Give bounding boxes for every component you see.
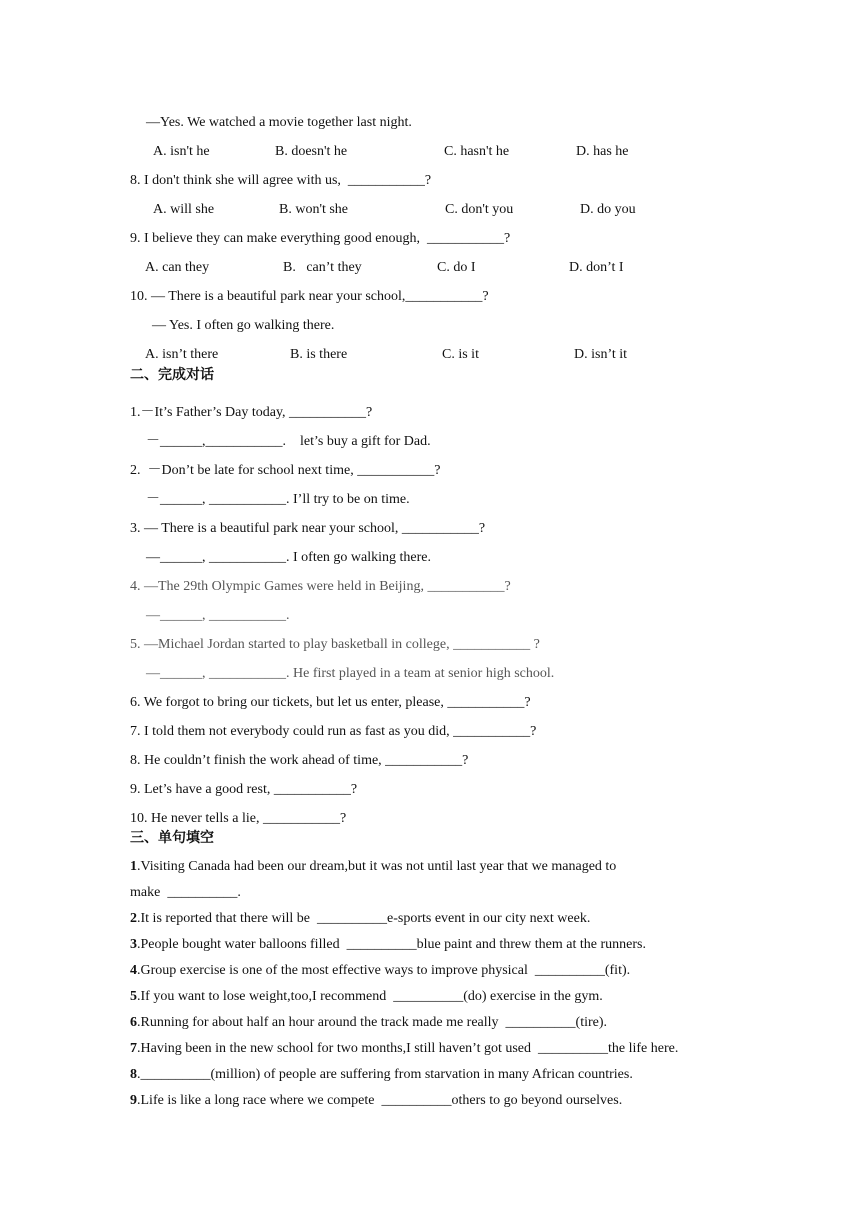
s2-line-1: 1.－It’s Father’s Day today, ___________? — [130, 405, 373, 420]
s2-line-7: 4. —The 29th Olympic Games were held in Beijing, ___________? — [130, 579, 511, 594]
s2-line-9: 5. —Michael Jordan started to play basketball in college, ___________ ? — [130, 637, 540, 652]
s2-line-13: 8. He couldn’t finish the work ahead of time, ___________? — [130, 753, 469, 768]
s2-line-3: 2. －Don’t be late for school next time, ___________? — [130, 463, 441, 478]
q9-option-a: A. can they — [145, 260, 210, 275]
q9-option-d: D. don’t I — [569, 260, 624, 275]
section3-heading: 三、单句填空 — [130, 830, 214, 846]
q10-reply: — Yes. I often go walking there. — [152, 318, 335, 333]
s3-item-5: 5.If you want to lose weight,too,I recommend __________(do) exercise in the gym. — [130, 989, 603, 1004]
s2-line-14: 9. Let’s have a good rest, ___________? — [130, 782, 358, 797]
q9-question: 9. I believe they can make everything good enough, ___________? — [130, 231, 511, 246]
s2-line-6: —______, ___________. I often go walking there. — [146, 550, 432, 565]
q7-option-a: A. isn't he — [153, 144, 210, 159]
q10-option-b: B. is there — [290, 347, 348, 362]
q8-option-c: C. don't you — [445, 202, 514, 217]
q8-option-a: A. will she — [153, 202, 215, 217]
q10-option-a: A. isn’t there — [145, 347, 219, 362]
s2-line-2: －______,___________. let’s buy a gift for Dad. — [146, 434, 431, 449]
s3-item-7: 7.Having been in the new school for two months,I still haven’t got used __________the life here. — [130, 1041, 679, 1056]
s3-item-8: 8.__________(million) of people are suffering from starvation in many African countries. — [130, 1067, 633, 1082]
s3-item-4: 4.Group exercise is one of the most effective ways to improve physical __________(fit). — [130, 963, 631, 978]
s2-line-15: 10. He never tells a lie, ___________? — [130, 811, 347, 826]
s2-line-8: —______, ___________. — [146, 608, 290, 623]
q10-question: 10. — There is a beautiful park near your school,___________? — [130, 289, 489, 304]
q10-option-d: D. isn’t it — [574, 347, 628, 362]
s3-item-1-cont: make __________. — [130, 885, 241, 900]
s3-item-6: 6.Running for about half an hour around the track made me really __________(tire). — [130, 1015, 608, 1030]
s2-line-5: 3. — There is a beautiful park near your school, ___________? — [130, 521, 486, 536]
s2-line-12: 7. I told them not everybody could run as fast as you did, ___________? — [130, 724, 537, 739]
s2-line-11: 6. We forgot to bring our tickets, but let us enter, please, ___________? — [130, 695, 531, 710]
q9-option-c: C. do I — [437, 260, 476, 275]
s3-item-9: 9.Life is like a long race where we compete __________others to go beyond ourselves. — [130, 1093, 623, 1108]
section2-heading: 二、完成对话 — [130, 367, 214, 383]
q7-answer-line: —Yes. We watched a movie together last night. — [146, 115, 412, 130]
s2-line-10: —______, ___________. He first played in a team at senior high school. — [146, 666, 555, 681]
q8-option-b: B. won't she — [279, 202, 349, 217]
s2-line-4: －______, ___________. I’ll try to be on time. — [146, 492, 410, 507]
q7-option-c: C. hasn't he — [444, 144, 510, 159]
s3-item-2: 2.It is reported that there will be __________e-sports event in our city next week. — [130, 911, 591, 926]
s3-item-1: 1.Visiting Canada had been our dream,but it was not until last year that we managed to — [130, 859, 617, 874]
q7-option-d: D. has he — [576, 144, 629, 159]
q8-question: 8. I don't think she will agree with us, ___________? — [130, 173, 432, 188]
s3-item-3: 3.People bought water balloons filled __________blue paint and threw them at the runners. — [130, 937, 646, 952]
q7-option-b: B. doesn't he — [275, 144, 348, 159]
q8-option-d: D. do you — [580, 202, 636, 217]
q9-option-b: B. can’t they — [283, 260, 362, 275]
q10-option-c: C. is it — [442, 347, 479, 362]
